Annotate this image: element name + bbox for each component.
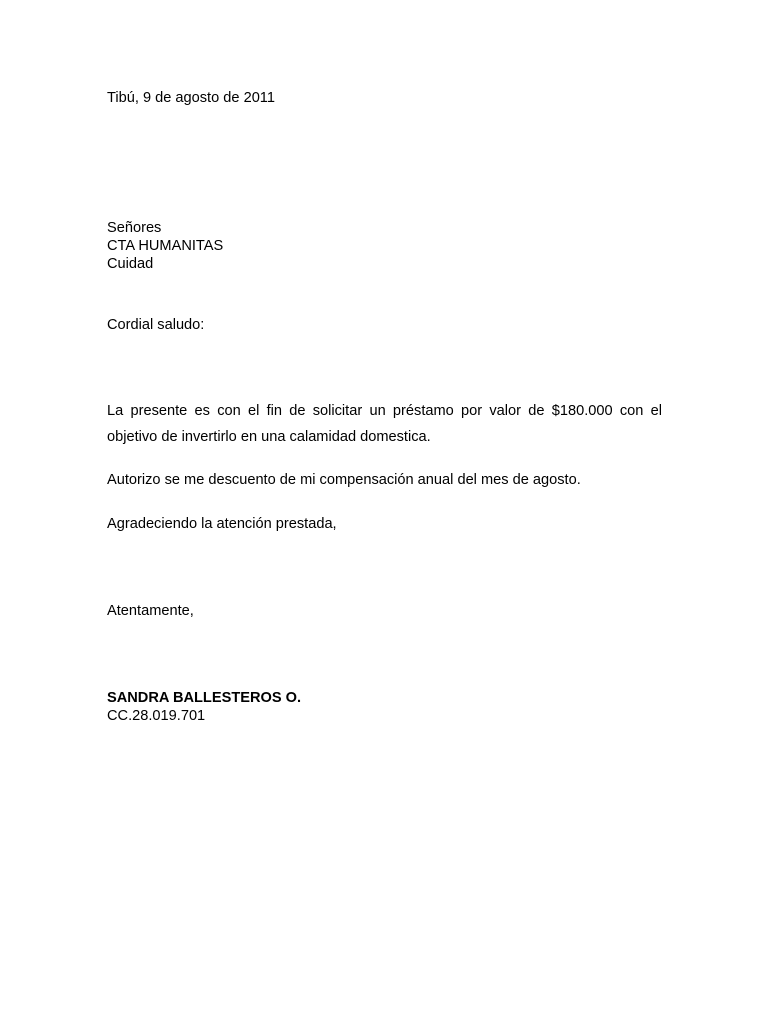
signature-name: SANDRA BALLESTEROS O.: [107, 690, 302, 706]
closing: Atentamente,: [107, 603, 194, 619]
date-line: Tibú, 9 de agosto de 2011: [107, 90, 275, 106]
body-paragraph-2: Autorizo se me descuento de mi compensación anual del mes de agosto.: [107, 472, 581, 488]
body-paragraph-1-line-1-text: La presente es con el fin de solicitar un préstamo por valor de $180.000 con el: [107, 403, 662, 419]
signature-id-number: CC.28.019.701: [107, 708, 206, 724]
recipient-city: Cuidad: [107, 256, 154, 272]
body-paragraph-3: Agradeciendo la atención prestada,: [107, 516, 337, 532]
recipient-title: Señores: [107, 220, 162, 236]
body-paragraph-1-line-2: objetivo de invertirlo en una calamidad domestica.: [107, 429, 431, 445]
greeting: Cordial saludo:: [107, 317, 205, 333]
recipient-organization: CTA HUMANITAS: [107, 238, 224, 254]
body-paragraph-1-line-1: [107, 402, 662, 420]
